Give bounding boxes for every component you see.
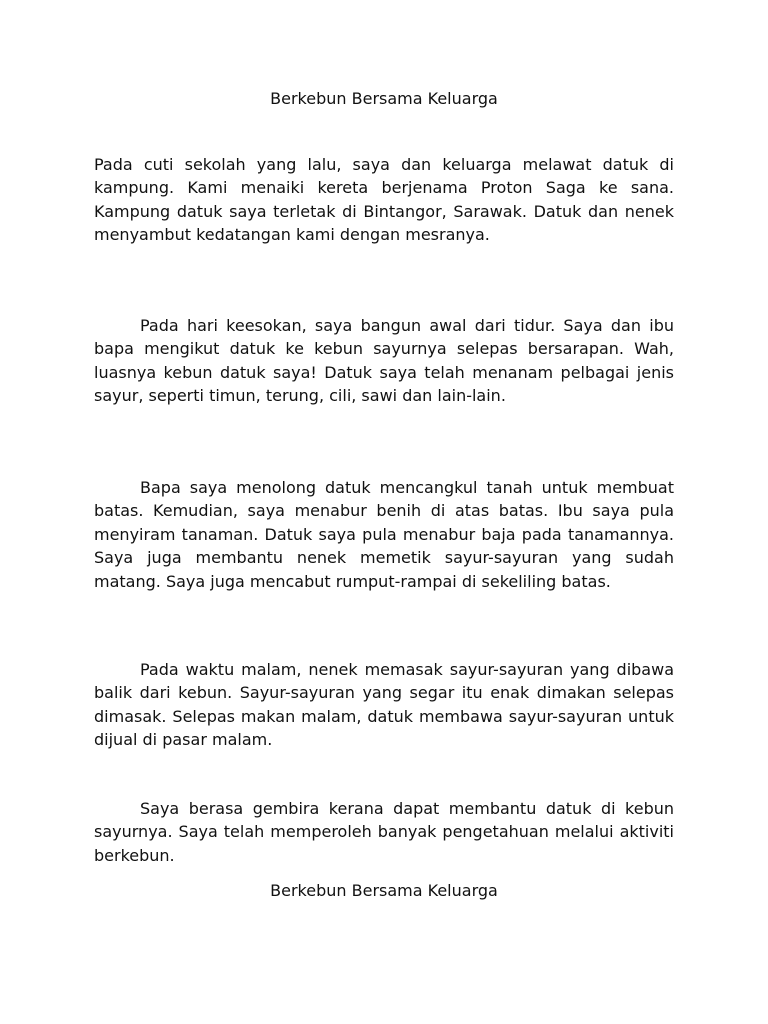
paragraph-3: Bapa saya menolong datuk mencangkul tanah untuk membuat batas. Kemudian, saya menabur benih di atas batas. Ibu saya pula menyiram tanaman. Datuk saya pula menabur baja pada tanamannya. Saya juga membantu nenek memetik sayur-sayuran yang sudah matang. Saya juga mencabut rumput-rampai di sekeliling batas. bbox=[94, 478, 674, 591]
footer-title: Berkebun Bersama Keluarga bbox=[270, 881, 498, 900]
paragraph-1: Pada cuti sekolah yang lalu, saya dan keluarga melawat datuk di kampung. Kami menaiki kereta berjenama Proton Saga ke sana. Kampung datuk saya terletak di Bintangor, Sarawak. Datuk dan nenek menyambut kedatangan kami dengan mesranya. bbox=[94, 155, 674, 245]
page-title: Berkebun Bersama Keluarga bbox=[270, 89, 498, 108]
paragraph-4: Pada waktu malam, nenek memasak sayur-sayuran yang dibawa balik dari kebun. Sayur-sayuran yang segar itu enak dimakan selepas dimasak. Selepas makan malam, datuk membawa sayur-sayuran untuk dijual di pasar malam. bbox=[94, 660, 674, 750]
paragraph-5: Saya berasa gembira kerana dapat membantu datuk di kebun sayurnya. Saya telah memperoleh banyak pengetahuan melalui aktiviti berkebun. bbox=[94, 799, 674, 865]
paragraph-2: Pada hari keesokan, saya bangun awal dari tidur. Saya dan ibu bapa mengikut datuk ke kebun sayurnya selepas bersarapan. Wah, luasnya kebun datuk saya! Datuk saya telah menanam pelbagai jenis sayur, seperti timun, terung, cili, sawi dan lain-lain. bbox=[94, 316, 674, 406]
